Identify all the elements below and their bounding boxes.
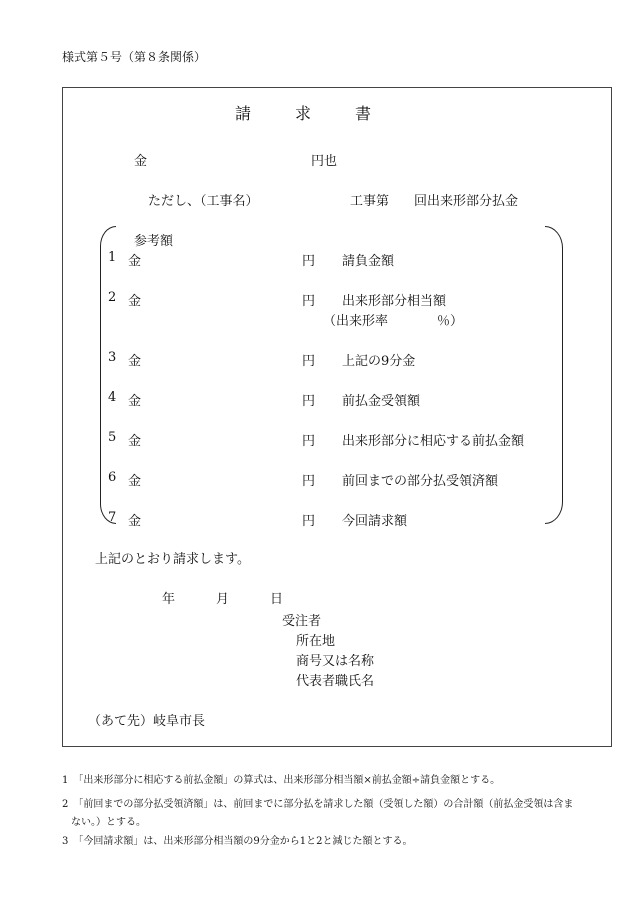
note-item: ない。）とする。 [71,817,146,828]
ref-item-yen: 円 [302,474,316,489]
ref-item-label: 請負金額 [342,254,395,269]
contractor-company-label: 商号又は名称 [296,654,375,669]
ref-item-label: 今回請求額 [342,514,408,529]
right-bracket [545,226,563,524]
rate-close: ％） [437,314,464,329]
ref-item-kin: 金 [128,254,142,269]
addressee: （あて先）岐阜市長 [88,714,206,729]
ref-item-yen: 円 [302,354,316,369]
date-month: 月 [216,592,230,607]
invoice-frame [62,87,612,747]
ref-item-kin: 金 [128,394,142,409]
koji-dai-label: 工事第 [350,194,390,209]
ref-item-yen: 円 [302,434,316,449]
note-item: 1 「出来形部分に相応する前払金額」の算式は、出来形部分相当額×前払金額÷請負金額とする。 [62,775,501,786]
contractor-representative-label: 代表者職氏名 [296,674,375,689]
ref-item-yen: 円 [302,254,316,269]
ref-item-yen: 円 [302,294,316,309]
tadashi-label: ただし、（工事名） [148,194,259,209]
ref-item-kin: 金 [128,474,142,489]
ref-item-label: 上記の9分金 [342,354,416,369]
amount-yen-nari: 円也 [311,154,338,169]
form-number: 様式第５号（第８条関係） [62,50,207,64]
request-statement: 上記のとおり請求します。 [95,552,250,567]
document-title: 請求書 [235,104,416,123]
ref-item-kin: 金 [128,434,142,449]
kai-label: 回出来形部分払金 [414,194,519,209]
date-year: 年 [162,592,176,607]
ref-item-number: 7 [108,510,117,525]
ref-item-label: 前払金受領額 [342,394,421,409]
date-day: 日 [270,592,284,607]
ref-item-number: 6 [108,470,117,485]
note-item: 3 「今回請求額」は、出来形部分相当額の9分金から1と2と減じた額とする。 [62,836,413,847]
reference-heading: 参考額 [134,234,174,249]
amount-kin: 金 [134,154,148,169]
rate-open: （出来形率 [323,314,389,329]
ref-item-number: 1 [108,250,117,265]
ref-item-label: 出来形部分相当額 [342,294,447,309]
ref-item-label: 出来形部分に相応する前払金額 [342,434,525,449]
ref-item-kin: 金 [128,294,142,309]
ref-item-number: 4 [108,390,117,405]
ref-item-kin: 金 [128,354,142,369]
ref-item-label: 前回までの部分払受領済額 [342,474,499,489]
contractor-heading: 受注者 [282,614,322,629]
ref-item-number: 5 [108,430,117,445]
ref-item-number: 2 [108,290,117,305]
note-item: 2 「前回までの部分払受領済額」は、前回までに部分払を請求した額（受領した額）の合計額（前払金受領は含ま [62,799,574,810]
ref-item-number: 3 [108,350,117,365]
contractor-address-label: 所在地 [296,634,336,649]
ref-item-yen: 円 [302,514,316,529]
ref-item-yen: 円 [302,394,316,409]
ref-item-kin: 金 [128,514,142,529]
